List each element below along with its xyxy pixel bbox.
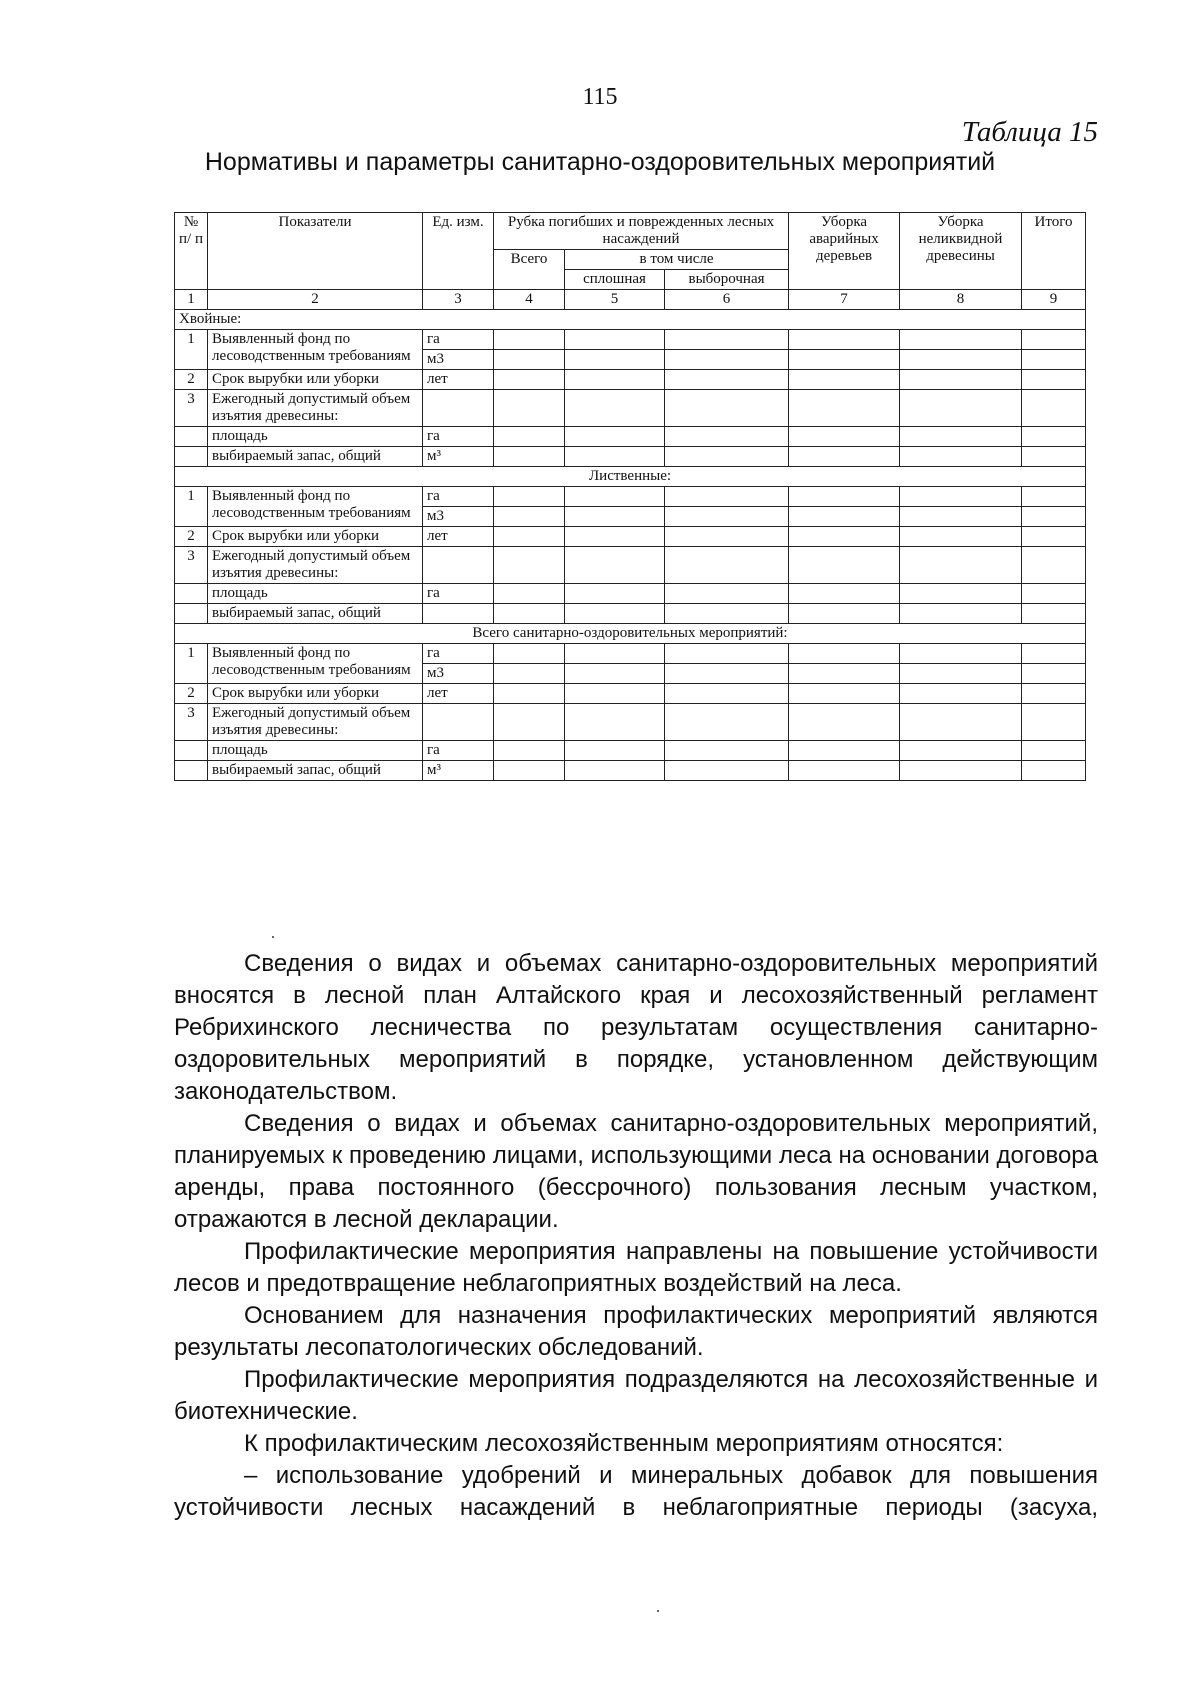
- row-unit: м3: [423, 507, 494, 527]
- empty-cell: [565, 370, 665, 390]
- empty-cell: [494, 427, 565, 447]
- empty-cell: [565, 527, 665, 547]
- empty-cell: [665, 704, 789, 741]
- empty-cell: [494, 547, 565, 584]
- row-number: 1: [175, 330, 208, 370]
- header-total: Всего: [494, 250, 565, 290]
- section-title: Всего санитарно-оздоровительных мероприятий:: [175, 624, 1086, 644]
- table-row: [175, 547, 1086, 584]
- empty-cell: [665, 644, 789, 664]
- row-unit: [423, 704, 494, 741]
- row-unit: [423, 390, 494, 427]
- empty-cell: [789, 584, 900, 604]
- empty-cell: [665, 761, 789, 781]
- empty-cell: [565, 487, 665, 507]
- empty-cell: [1022, 704, 1086, 741]
- empty-cell: [665, 370, 789, 390]
- empty-cell: [565, 390, 665, 427]
- row-label: Срок вырубки или уборки: [208, 527, 423, 547]
- empty-cell: [565, 507, 665, 527]
- empty-cell: [1022, 547, 1086, 584]
- empty-cell: [1022, 684, 1086, 704]
- empty-cell: [494, 761, 565, 781]
- column-numbers-row: [175, 290, 1086, 310]
- row-label: выбираемый запас, общий: [208, 604, 423, 624]
- col-number: 8: [900, 290, 1022, 310]
- empty-cell: [665, 604, 789, 624]
- row-number: [175, 427, 208, 447]
- empty-cell: [1022, 370, 1086, 390]
- empty-cell: [494, 390, 565, 427]
- header-itogo: Итого: [1022, 213, 1086, 290]
- empty-cell: [789, 330, 900, 350]
- row-unit: м3: [423, 350, 494, 370]
- paragraph: Профилактические мероприятия подразделяются на лесохозяйственные и биотехнические.: [174, 1366, 1098, 1425]
- table-row: [175, 447, 1086, 467]
- row-label: выбираемый запас, общий: [208, 447, 423, 467]
- empty-cell: [665, 447, 789, 467]
- row-unit: лет: [423, 370, 494, 390]
- empty-cell: [900, 604, 1022, 624]
- col-number: 5: [565, 290, 665, 310]
- empty-cell: [494, 704, 565, 741]
- row-unit: м³: [423, 447, 494, 467]
- row-unit: [423, 547, 494, 584]
- empty-cell: [789, 664, 900, 684]
- empty-cell: [665, 507, 789, 527]
- empty-cell: [494, 741, 565, 761]
- row-number: 2: [175, 684, 208, 704]
- empty-cell: [789, 741, 900, 761]
- row-label: Выявленный фонд по лесоводственным требованиям: [208, 330, 423, 370]
- paragraph: К профилактическим лесохозяйственным мероприятиям относятся:: [244, 1430, 1004, 1457]
- row-unit: га: [423, 741, 494, 761]
- empty-cell: [1022, 507, 1086, 527]
- section-title: Хвойные:: [175, 310, 1086, 330]
- empty-cell: [789, 644, 900, 664]
- row-unit: [423, 604, 494, 624]
- empty-cell: [494, 487, 565, 507]
- empty-cell: [900, 330, 1022, 350]
- table-row: [175, 584, 1086, 604]
- empty-cell: [565, 547, 665, 584]
- table-row: [175, 704, 1086, 741]
- row-label: площадь: [208, 741, 423, 761]
- empty-cell: [665, 547, 789, 584]
- row-label: Выявленный фонд по лесоводственным требованиям: [208, 487, 423, 527]
- empty-cell: [565, 330, 665, 350]
- empty-cell: [494, 330, 565, 350]
- paragraph: Сведения о видах и объемах санитарно-оздоровительных мероприятий вносятся в лесной план Алтайского края и лесохозяйственный регламент Ребрихинского лесничества по результатам осуществления санитарно-оздоровительных мероприятий в порядке, установленном действующим законодательством.: [174, 950, 1098, 1105]
- empty-cell: [665, 350, 789, 370]
- table-label: Таблица 15: [961, 116, 1098, 148]
- row-label: Ежегодный допустимый объем изъятия древесины:: [208, 390, 423, 427]
- table-title: Нормативы и параметры санитарно-оздоровительных мероприятий: [204, 148, 996, 176]
- paragraph: – использование удобрений и минеральных добавок для повышения устойчивости лесных насаждений в неблагоприятные периоды (засуха,: [174, 1462, 1098, 1521]
- empty-cell: [665, 330, 789, 350]
- empty-cell: [494, 370, 565, 390]
- col-number: 2: [208, 290, 423, 310]
- paragraph: Основанием для назначения профилактических мероприятий являются результаты лесопатологических обследований.: [174, 1302, 1098, 1361]
- empty-cell: [900, 370, 1022, 390]
- empty-cell: [789, 547, 900, 584]
- header-felling: Рубка погибших и поврежденных лесных насаждений: [494, 213, 789, 250]
- empty-cell: [665, 684, 789, 704]
- empty-cell: [565, 741, 665, 761]
- table-row: [175, 487, 1086, 507]
- empty-cell: [665, 487, 789, 507]
- empty-cell: [789, 507, 900, 527]
- table-row: [175, 684, 1086, 704]
- empty-cell: [789, 604, 900, 624]
- empty-cell: [900, 390, 1022, 427]
- col-number: 1: [175, 290, 208, 310]
- row-label: Срок вырубки или уборки: [208, 370, 423, 390]
- paragraph: Профилактические мероприятия направлены на повышение устойчивости лесов и предотвращение неблагоприятных воздействий на леса.: [174, 1238, 1098, 1297]
- scan-speck: [657, 1610, 659, 1612]
- empty-cell: [900, 447, 1022, 467]
- row-number: [175, 447, 208, 467]
- empty-cell: [1022, 761, 1086, 781]
- empty-cell: [494, 604, 565, 624]
- col-number: 6: [665, 290, 789, 310]
- header-num: № п/ п: [175, 213, 208, 290]
- empty-cell: [789, 487, 900, 507]
- empty-cell: [789, 427, 900, 447]
- empty-cell: [565, 704, 665, 741]
- col-number: 3: [423, 290, 494, 310]
- empty-cell: [494, 684, 565, 704]
- table-row: [175, 427, 1086, 447]
- empty-cell: [665, 427, 789, 447]
- empty-cell: [1022, 350, 1086, 370]
- empty-cell: [900, 644, 1022, 664]
- empty-cell: [789, 704, 900, 741]
- header-indicators: Показатели: [208, 213, 423, 290]
- empty-cell: [789, 684, 900, 704]
- empty-cell: [565, 447, 665, 467]
- empty-cell: [494, 644, 565, 664]
- row-unit: га: [423, 487, 494, 507]
- empty-cell: [1022, 741, 1086, 761]
- table-row: [175, 527, 1086, 547]
- paragraph: Сведения о видах и объемах санитарно-оздоровительных мероприятий, планируемых к проведению лицами, использующими леса на основании договора аренды, права постоянного (бессрочного) пользования лесным участком, отражаются в лесной декларации.: [174, 1110, 1098, 1233]
- col-number: 7: [789, 290, 900, 310]
- row-label: площадь: [208, 427, 423, 447]
- empty-cell: [1022, 527, 1086, 547]
- header-selective: выборочная: [665, 270, 789, 290]
- row-unit: м³: [423, 761, 494, 781]
- empty-cell: [789, 370, 900, 390]
- empty-cell: [565, 604, 665, 624]
- empty-cell: [900, 507, 1022, 527]
- row-number: [175, 604, 208, 624]
- row-unit: м3: [423, 664, 494, 684]
- section-row: [175, 310, 1086, 330]
- table-row: [175, 761, 1086, 781]
- empty-cell: [900, 741, 1022, 761]
- row-unit: га: [423, 330, 494, 350]
- empty-cell: [494, 584, 565, 604]
- empty-cell: [789, 390, 900, 427]
- col-number: 9: [1022, 290, 1086, 310]
- row-label: Ежегодный допустимый объем изъятия древесины:: [208, 547, 423, 584]
- empty-cell: [494, 507, 565, 527]
- empty-cell: [900, 684, 1022, 704]
- row-label: Ежегодный допустимый объем изъятия древесины:: [208, 704, 423, 741]
- row-label: площадь: [208, 584, 423, 604]
- empty-cell: [665, 584, 789, 604]
- empty-cell: [900, 427, 1022, 447]
- empty-cell: [565, 684, 665, 704]
- row-unit: га: [423, 584, 494, 604]
- table-row: [175, 604, 1086, 624]
- empty-cell: [900, 704, 1022, 741]
- empty-cell: [494, 350, 565, 370]
- empty-cell: [1022, 584, 1086, 604]
- empty-cell: [1022, 447, 1086, 467]
- row-number: 1: [175, 644, 208, 684]
- row-number: 3: [175, 547, 208, 584]
- empty-cell: [565, 761, 665, 781]
- table-row: [175, 390, 1086, 427]
- col-number: 4: [494, 290, 565, 310]
- empty-cell: [900, 487, 1022, 507]
- row-number: [175, 741, 208, 761]
- page-number: 115: [582, 84, 618, 110]
- header-unit: Ед. изм.: [423, 213, 494, 290]
- table-header: [175, 213, 1086, 310]
- empty-cell: [900, 527, 1022, 547]
- empty-cell: [789, 350, 900, 370]
- section-row: [175, 467, 1086, 487]
- empty-cell: [565, 350, 665, 370]
- empty-cell: [1022, 390, 1086, 427]
- empty-cell: [665, 664, 789, 684]
- row-unit: га: [423, 644, 494, 664]
- row-label: выбираемый запас, общий: [208, 761, 423, 781]
- table-row: [175, 741, 1086, 761]
- empty-cell: [494, 527, 565, 547]
- empty-cell: [665, 741, 789, 761]
- row-unit: лет: [423, 684, 494, 704]
- row-number: [175, 584, 208, 604]
- empty-cell: [565, 644, 665, 664]
- empty-cell: [565, 584, 665, 604]
- scan-speck: [272, 936, 274, 938]
- row-label: Срок вырубки или уборки: [208, 684, 423, 704]
- empty-cell: [565, 427, 665, 447]
- empty-cell: [494, 664, 565, 684]
- empty-cell: [789, 447, 900, 467]
- empty-cell: [665, 527, 789, 547]
- empty-cell: [900, 350, 1022, 370]
- row-unit: лет: [423, 527, 494, 547]
- header-emergency: Уборка аварийных деревьев: [789, 213, 900, 290]
- empty-cell: [1022, 427, 1086, 447]
- table-body: [175, 310, 1086, 781]
- empty-cell: [1022, 330, 1086, 350]
- row-number: [175, 761, 208, 781]
- empty-cell: [900, 547, 1022, 584]
- empty-cell: [494, 447, 565, 467]
- header-illiquid: Уборка неликвидной древесины: [900, 213, 1022, 290]
- row-number: 3: [175, 704, 208, 741]
- empty-cell: [900, 761, 1022, 781]
- empty-cell: [1022, 644, 1086, 664]
- row-number: 3: [175, 390, 208, 427]
- body-text: [174, 948, 1098, 1524]
- empty-cell: [1022, 664, 1086, 684]
- row-number: 1: [175, 487, 208, 527]
- section-title: Лиственные:: [175, 467, 1086, 487]
- table-row: [175, 370, 1086, 390]
- section-row: [175, 624, 1086, 644]
- row-label: Выявленный фонд по лесоводственным требованиям: [208, 644, 423, 684]
- norms-table: [174, 212, 1086, 781]
- header-solid: сплошная: [565, 270, 665, 290]
- row-number: 2: [175, 370, 208, 390]
- empty-cell: [900, 664, 1022, 684]
- empty-cell: [665, 390, 789, 427]
- empty-cell: [1022, 487, 1086, 507]
- row-unit: га: [423, 427, 494, 447]
- row-number: 2: [175, 527, 208, 547]
- empty-cell: [789, 527, 900, 547]
- table-row: [175, 644, 1086, 664]
- empty-cell: [789, 761, 900, 781]
- empty-cell: [900, 584, 1022, 604]
- table-row: [175, 330, 1086, 350]
- empty-cell: [565, 664, 665, 684]
- empty-cell: [1022, 604, 1086, 624]
- header-including: в том числе: [565, 250, 789, 270]
